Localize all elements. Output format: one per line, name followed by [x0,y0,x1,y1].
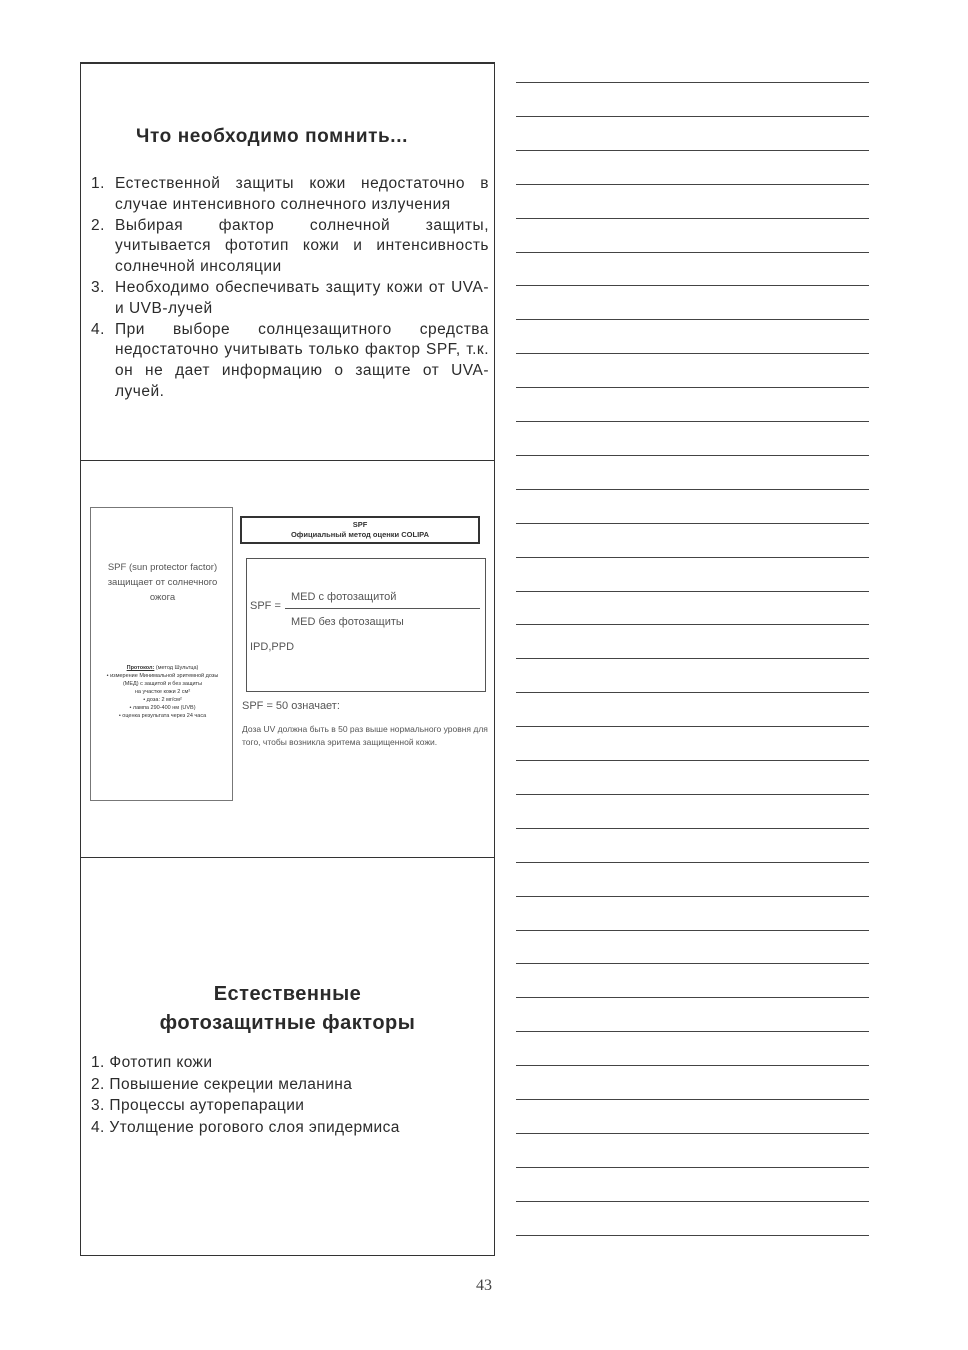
note-line [516,896,869,897]
list-item: 3. Процессы ауторепарации [91,1097,305,1114]
note-line [516,828,869,829]
note-line [516,82,869,83]
note-line [516,421,869,422]
note-line [516,1065,869,1066]
note-line [516,1133,869,1134]
note-line [516,624,869,625]
spf50-label: SPF = 50 означает: [242,700,340,712]
remember-list [91,174,489,403]
note-line [516,285,869,286]
formula-numerator: MED с фотозащитой [291,591,397,603]
list-item: 1. Фототип кожи [91,1054,213,1071]
natural-factors-list [91,1052,400,1138]
formula-extra: IPD,PPD [250,641,295,653]
spf-definition-box [90,507,233,801]
protocol-line: • оценка результата через 24 часа [118,713,207,719]
list-item: 4. При выборе солнцезащитного средства недостаточно учитывать только фактор SPF, т.к. он не дает информацию о защите от UVA-лучей. [91,320,489,400]
slide-natural-title: Естественные фотозащитные факторы [159,983,416,1034]
note-line [516,218,869,219]
note-line [516,862,869,863]
list-item: 4. Утолщение рогового слоя эпидермиса [91,1118,400,1136]
list-item: 2. Повышение секреции меланина [91,1075,353,1093]
protocol-line: (МЕД) с защитой и без защиты [122,681,203,687]
slides-column [80,62,495,1256]
protocol-title: Протокол: [126,665,155,671]
list-item: 2. Выбирая фактор солнечной защиты, учитывается фототип кожи и интенсивность солнечной инсоляции [91,216,489,276]
note-line [516,455,869,456]
note-line [516,997,869,998]
note-line [516,523,869,524]
spf-method-header: SPF Официальный метод оценки COLIPA [240,516,480,544]
note-line [516,1099,869,1100]
note-line [516,726,869,727]
note-line [516,930,869,931]
protocol-line: на участке кожи 2 см² [134,689,191,695]
protocol-line: • лампа 290-400 нм (UVB) [129,705,196,711]
note-line [516,319,869,320]
slide-spf [81,461,494,858]
note-line [516,116,869,117]
formula-spf-label: SPF = [250,600,281,612]
protocol-method: (метод Шультца) [155,665,199,671]
list-item: 1. Естественной защиты кожи недостаточно в случае интенсивного солнечного излучения [91,175,489,213]
slide-remember-title: Что необходимо помнить... [136,126,408,147]
protocol-block [97,664,228,720]
formula-denominator: MED без фотозащиты [291,616,404,628]
fraction-line [285,608,480,609]
spf50-description: Доза UV должна быть в 50 раз выше нормального уровня для того, чтобы возникла эритема защищенной кожи. [242,724,488,747]
spf-formula-box [246,558,486,692]
spf-definition-text: SPF (sun protector factor) защищает от солнечного ожога [107,562,218,603]
note-line [516,387,869,388]
note-line [516,963,869,964]
notes-ruled-lines [516,82,869,1252]
protocol-line: • измерение Минимальной эритемной дозы [106,673,219,679]
page-number: 43 [476,1277,492,1294]
note-line [516,760,869,761]
note-line [516,557,869,558]
protocol-line: • доза: 2 мг/см² [143,697,182,703]
slide-remember [81,64,494,461]
note-line [516,184,869,185]
note-line [516,794,869,795]
note-line [516,1167,869,1168]
note-line [516,489,869,490]
note-line [516,150,869,151]
note-line [516,1235,869,1236]
note-line [516,591,869,592]
note-line [516,252,869,253]
note-line [516,692,869,693]
note-line [516,1031,869,1032]
slide-natural-factors [81,858,494,1256]
note-line [516,353,869,354]
note-line [516,1201,869,1202]
list-item: 3. Необходимо обеспечивать защиту кожи от UVA-и UVB-лучей [91,278,489,317]
note-line [516,658,869,659]
